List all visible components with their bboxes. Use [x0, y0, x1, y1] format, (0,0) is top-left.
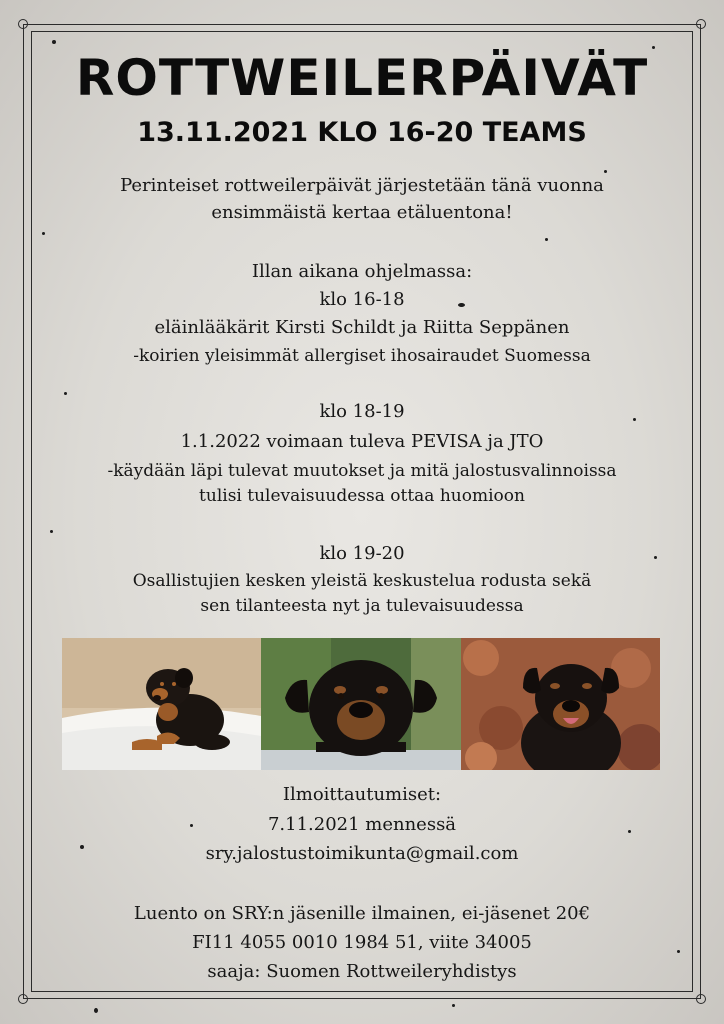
fee-line: Luento on SRY:n jäsenille ilmainen, ei-jäsenet 20€	[133, 903, 591, 924]
registration-deadline: 7.11.2021 mennessä	[267, 814, 457, 835]
paper-speck	[52, 40, 56, 44]
paper-speck	[50, 530, 53, 533]
payment-recipient-line: saaja: Suomen Rottweileryhdistys	[207, 961, 517, 982]
frame-corner-ornament	[696, 994, 706, 1004]
slot2-description-2: tulisi tulevaisuudessa ottaa huomioon	[199, 486, 525, 506]
slot1-speakers: eläinlääkärit Kirsti Schildt ja Riitta Seppänen	[154, 317, 570, 338]
slot3-description-1: Osallistujien kesken yleistä keskustelua rodusta sekä	[132, 571, 592, 591]
event-date-time: 13.11.2021 KLO 16-20 TEAMS	[137, 117, 587, 148]
intro-line-2: ensimmäistä kertaa etäluentona!	[211, 202, 513, 223]
paper-speck	[64, 392, 67, 395]
registration-email: sry.jalostustoimikunta@gmail.com	[205, 843, 519, 864]
frame-corner-ornament	[696, 19, 706, 29]
rottweiler-puppy-photo	[62, 638, 261, 770]
rottweiler-autumn-photo	[461, 638, 660, 770]
rottweiler-photo-strip	[62, 638, 660, 770]
intro-line-1: Perinteiset rottweilerpäivät järjestetään tänä vuonna	[120, 175, 604, 196]
slot2-title: 1.1.2022 voimaan tuleva PEVISA ja JTO	[180, 431, 544, 452]
frame-corner-ornament	[18, 19, 28, 29]
paper-speck	[452, 1004, 455, 1007]
slot3-time: klo 19-20	[319, 543, 405, 564]
registration-heading: Ilmoittautumiset:	[282, 784, 442, 805]
program-heading: Illan aikana ohjelmassa:	[251, 261, 473, 282]
slot3-description-2: sen tilanteesta nyt ja tulevaisuudessa	[200, 596, 524, 616]
slot2-time: klo 18-19	[319, 401, 405, 422]
paper-speck	[94, 1008, 98, 1013]
paper-speck	[545, 238, 548, 241]
slot1-topic: -koirien yleisimmät allergiset ihosairaudet Suomessa	[133, 346, 591, 366]
slot2-description-1: -käydään läpi tulevat muutokset ja mitä jalostusvalinnoissa	[107, 461, 617, 481]
rottweiler-adult-photo	[261, 638, 461, 770]
paper-speck	[604, 170, 607, 173]
bank-account-line: FI11 4055 0010 1984 51, viite 34005	[192, 932, 532, 953]
paper-speck	[42, 232, 45, 235]
poster-title: ROTTWEILERPÄIVÄT	[75, 49, 649, 107]
slot1-time: klo 16-18	[319, 289, 405, 310]
frame-corner-ornament	[18, 994, 28, 1004]
